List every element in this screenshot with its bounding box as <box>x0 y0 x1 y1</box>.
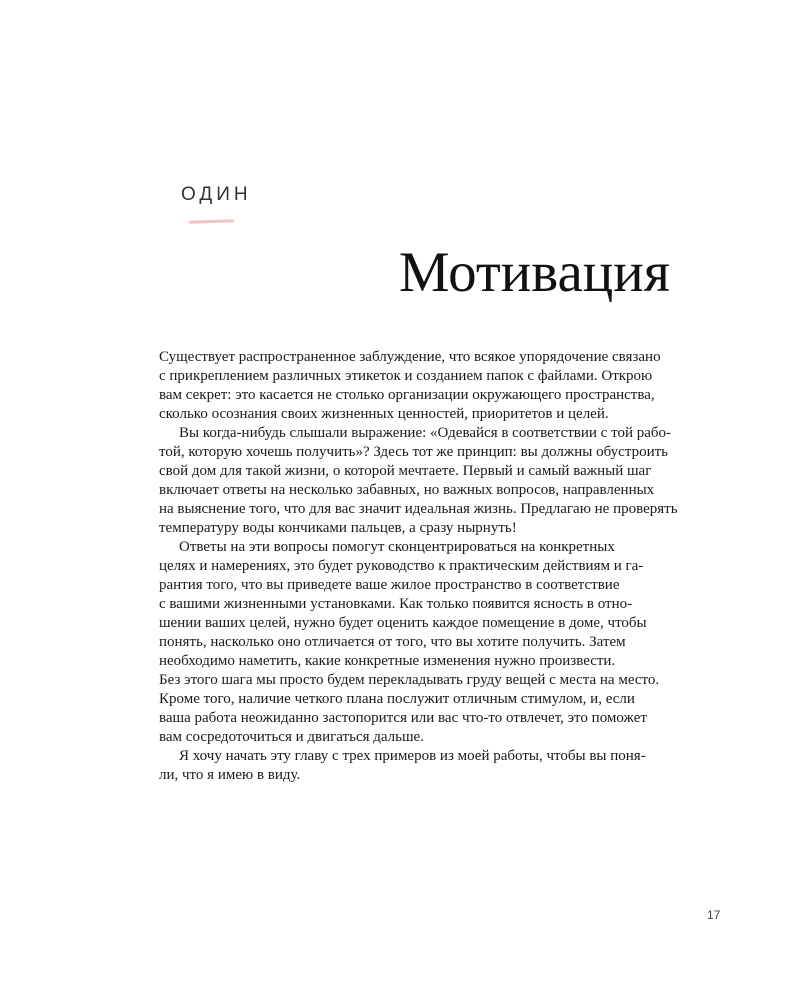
text-line: ли, что я имею в виду. <box>159 767 301 783</box>
page-number: 17 <box>707 908 721 922</box>
text-line: ваша работа неожиданно застопорится или вас что-то отвлечет, это поможет <box>159 710 647 726</box>
text-line: целях и намерениях, это будет руководство к практическим действиям и га- <box>159 558 644 574</box>
text-line: Вы когда-нибудь слышали выражение: «Одевайся в соответствии с той рабо- <box>179 425 672 441</box>
text-line: вам секрет: это касается не столько организации окружающего пространства, <box>159 387 655 403</box>
text-line: на выяснение того, что для вас значит идеальная жизнь. Предлагаю не проверять <box>159 501 678 517</box>
text-line: той, которую хочешь получить»? Здесь тот же принцип: вы должны обустроить <box>159 444 669 460</box>
text-line: Существует распространенное заблуждение, что всякое упорядочение связано <box>159 349 661 365</box>
paragraph <box>159 538 679 747</box>
text-line: вам сосредоточиться и двигаться дальше. <box>159 729 424 745</box>
text-line: Я хочу начать эту главу с трех примеров из моей работы, чтобы вы поня- <box>179 748 646 764</box>
text-line: понять, насколько оно отличается от того, что вы хотите получить. Затем <box>159 634 626 650</box>
text-line: необходимо наметить, какие конкретные изменения нужно произвести. <box>159 653 616 669</box>
chapter-label-underline <box>189 219 234 224</box>
text-line: свой дом для такой жизни, о которой мечтаете. Первый и самый важный шаг <box>159 463 652 479</box>
text-line: с вашими жизненными установками. Как только появится ясность в отно- <box>159 596 633 612</box>
text-line: рантия того, что вы приведете ваше жилое пространство в соответствие <box>159 577 620 593</box>
body-text <box>159 348 679 785</box>
paragraph <box>159 424 679 538</box>
text-line: Кроме того, наличие четкого плана послужит отличным стимулом, и, если <box>159 691 635 707</box>
text-line: шении ваших целей, нужно будет оценить каждое помещение в доме, чтобы <box>159 615 647 631</box>
text-line: температуру воды кончиками пальцев, а сразу нырнуть! <box>159 520 517 536</box>
paragraph <box>159 747 679 785</box>
text-line: с прикреплением различных этикеток и созданием папок с файлами. Открою <box>159 368 653 384</box>
chapter-title: Мотивация <box>398 241 670 304</box>
chapter-number-label: ОДИН <box>181 184 252 205</box>
text-line: Без этого шага мы просто будем перекладывать груду вещей с места на место. <box>159 672 660 688</box>
text-line: включает ответы на несколько забавных, но важных вопросов, направленных <box>159 482 655 498</box>
paragraph <box>159 348 679 424</box>
text-line: Ответы на эти вопросы помогут сконцентрироваться на конкретных <box>179 539 615 555</box>
text-line: сколько осознания своих жизненных ценностей, приоритетов и целей. <box>159 406 609 422</box>
